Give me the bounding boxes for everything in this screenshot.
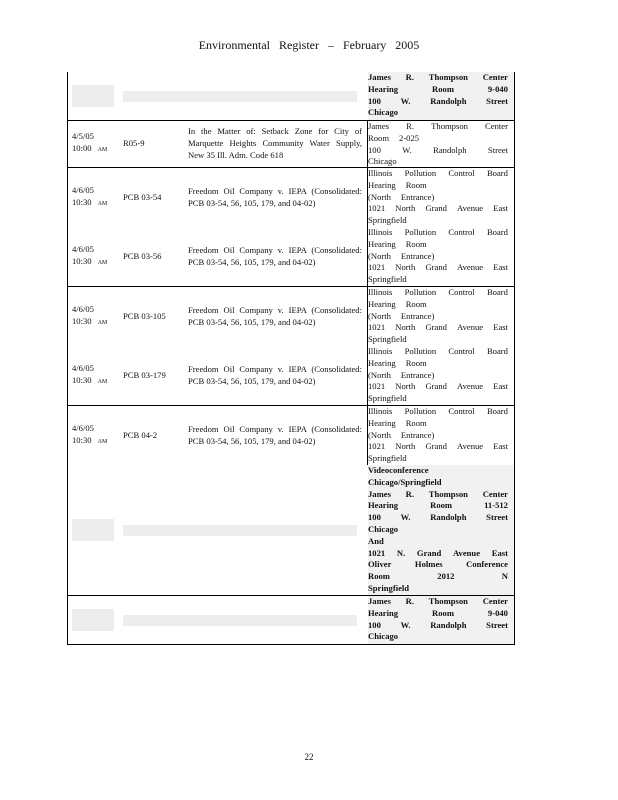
case-title: Freedom Oil Company v. IEPA (Consolidated: PCB 03-54, 56, 105, 179, and 04-02) — [188, 363, 362, 386]
location-word: Hearing — [368, 500, 399, 511]
table-row — [68, 405, 514, 465]
hearing-date: 4/6/05 — [72, 422, 94, 433]
location-line — [368, 406, 508, 418]
hearing-time: 10:30 — [72, 255, 92, 266]
hearing-location — [368, 121, 514, 167]
location-word: Thompson — [428, 488, 468, 499]
table-row — [68, 227, 514, 286]
location-word: Entrance) — [400, 429, 435, 440]
location-word: Randolph — [433, 144, 467, 155]
location-word: North — [395, 262, 416, 273]
hearing-location — [368, 72, 514, 120]
case-title: Freedom Oil Company v. IEPA (Consolidated: PCB 03-54, 56, 105, 179, and 04-02) — [188, 244, 362, 267]
location-line — [368, 121, 508, 133]
location-word: (North — [368, 369, 391, 380]
location-word: Control — [448, 227, 475, 237]
location-line — [368, 441, 508, 453]
case-number: PCB 03-179 — [123, 369, 166, 380]
location-word: Pollution — [404, 227, 437, 237]
location-word: Pollution — [404, 406, 437, 416]
location-word: Room — [405, 238, 427, 249]
location-line — [368, 311, 508, 323]
table-row-placeholder — [68, 465, 514, 595]
location-word: Center — [482, 488, 508, 499]
hearing-time: 10:30 — [72, 196, 92, 207]
location-word: R. — [405, 596, 415, 606]
location-line — [368, 512, 508, 524]
location-word: Grand — [416, 547, 442, 558]
location-word: Illinois — [368, 168, 393, 178]
location-word: Springfield — [368, 453, 407, 464]
location-word: Illinois — [368, 287, 393, 297]
location-word: Entrance) — [400, 250, 435, 261]
case-number: PCB 04-2 — [123, 429, 158, 440]
page-number: 22 — [304, 752, 314, 762]
location-word: Illinois — [368, 227, 393, 237]
placeholder-box — [72, 609, 114, 631]
location-word: Hearing — [368, 179, 396, 190]
location-word: Street — [486, 512, 508, 523]
location-word: Conference — [466, 559, 508, 570]
location-word: North — [395, 203, 416, 214]
hearing-location — [368, 596, 514, 644]
hearing-ampm: AM — [97, 200, 108, 207]
location-word: R. — [406, 121, 415, 131]
hearing-ampm: AM — [97, 319, 108, 326]
location-word: 1021 — [368, 203, 386, 214]
hearing-date-cell — [68, 287, 118, 346]
location-word: N. — [396, 547, 406, 558]
case-title-cell — [183, 346, 368, 405]
location-word: Grand — [425, 322, 447, 333]
location-word: Room — [405, 179, 427, 190]
location-word: Board — [486, 168, 508, 178]
location-word: Pollution — [404, 346, 437, 356]
location-word: Avenue — [457, 381, 484, 392]
location-word: Room — [368, 132, 390, 143]
location-word: (North — [368, 250, 391, 261]
location-line — [368, 346, 508, 358]
hearing-schedule-table — [67, 72, 515, 645]
location-word: Board — [486, 346, 508, 356]
hearing-time: 10:30 — [72, 434, 92, 445]
location-line — [368, 107, 508, 119]
location-line — [368, 72, 508, 84]
location-line — [368, 536, 508, 548]
location-word: 11-512 — [484, 500, 508, 511]
location-word: Oliver — [368, 559, 392, 570]
case-title-cell — [183, 168, 368, 227]
hearing-time: 10:30 — [72, 374, 92, 385]
location-line — [368, 168, 508, 180]
table-row — [68, 167, 514, 227]
location-word: 100 — [368, 144, 381, 155]
location-word: Center — [482, 72, 508, 82]
location-line — [368, 524, 508, 536]
location-word: Control — [448, 168, 475, 178]
hearing-ampm: AM — [97, 378, 108, 385]
location-line — [368, 393, 508, 405]
case-title-cell — [183, 121, 368, 167]
location-word: Hearing — [368, 298, 396, 309]
location-word: 100 — [368, 512, 381, 523]
location-word: Illinois — [368, 406, 393, 416]
location-line — [368, 215, 508, 227]
case-title: Freedom Oil Company v. IEPA (Consolidated: PCB 03-54, 56, 105, 179, and 04-02) — [188, 304, 362, 327]
location-word: W. — [400, 512, 411, 523]
case-number: R05-9 — [123, 138, 145, 149]
location-word: Chicago — [368, 156, 397, 167]
location-line — [368, 620, 508, 632]
location-line — [368, 559, 508, 571]
hearing-location — [368, 465, 514, 595]
placeholder-box — [72, 519, 114, 541]
location-line — [368, 96, 508, 108]
hearing-date-cell — [68, 406, 118, 465]
hearing-date: 4/6/05 — [72, 362, 94, 373]
location-word: 9-040 — [487, 83, 508, 94]
location-word: Springfield — [368, 215, 407, 226]
location-word: And — [368, 535, 384, 546]
location-word: Hearing — [368, 357, 396, 368]
location-word: Room — [430, 500, 453, 511]
location-line — [368, 477, 508, 489]
location-word: Avenue — [457, 441, 484, 452]
location-word: James — [368, 121, 390, 131]
location-word: East — [493, 441, 508, 452]
location-word: 1021 — [368, 381, 386, 392]
location-word: Grand — [425, 262, 447, 273]
location-word: East — [493, 203, 508, 214]
location-line — [368, 370, 508, 382]
location-word: Randolph — [430, 619, 467, 630]
location-word: Springfield — [368, 274, 407, 285]
location-word: 100 — [368, 619, 381, 630]
case-number: PCB 03-56 — [123, 250, 162, 261]
location-word: Street — [487, 144, 508, 155]
location-word: Board — [486, 227, 508, 237]
location-word: Grand — [425, 381, 447, 392]
location-word: Thompson — [431, 121, 468, 131]
hearing-ampm: AM — [97, 438, 108, 445]
table-row-placeholder — [68, 72, 514, 120]
location-word: R. — [405, 488, 415, 499]
location-word: (North — [368, 310, 391, 321]
location-line — [368, 274, 508, 286]
location-word: East — [493, 262, 508, 273]
location-word: W. — [400, 95, 411, 106]
location-word: 1021 — [368, 262, 386, 273]
location-word: Randolph — [430, 512, 467, 523]
hearing-time: 10:00 — [72, 143, 92, 153]
location-line — [368, 180, 508, 192]
hearing-date: 4/5/05 — [72, 131, 94, 142]
location-word: Room — [405, 417, 427, 428]
location-word: Board — [486, 287, 508, 297]
location-word: Avenue — [452, 547, 481, 558]
hearing-date: 4/6/05 — [72, 184, 94, 195]
location-word: Springfield — [368, 334, 407, 345]
location-line — [368, 489, 508, 501]
location-word: Room — [405, 357, 427, 368]
hearing-location — [368, 168, 514, 227]
location-word: Videoconference — [368, 465, 429, 475]
hearing-ampm: AM — [97, 147, 108, 153]
location-line — [368, 322, 508, 334]
location-word: 100 — [368, 95, 381, 106]
location-line — [368, 145, 508, 157]
location-word: North — [395, 381, 416, 392]
location-word: Entrance) — [400, 369, 435, 380]
location-word: Avenue — [457, 322, 484, 333]
location-word: North — [395, 322, 416, 333]
location-word: 1021 — [368, 322, 386, 333]
placeholder-area — [68, 72, 368, 120]
hearing-date: 4/6/05 — [72, 243, 94, 254]
location-word: 2-025 — [399, 132, 420, 143]
location-word: Avenue — [457, 203, 484, 214]
location-word: Control — [448, 287, 475, 297]
location-line — [368, 465, 508, 477]
location-line — [368, 571, 508, 583]
location-word: 1021 — [368, 547, 386, 558]
location-word: Chicago — [368, 523, 399, 534]
location-line — [368, 334, 508, 346]
location-line — [368, 381, 508, 393]
location-word: Pollution — [404, 287, 437, 297]
case-title-cell — [183, 287, 368, 346]
location-line — [368, 430, 508, 442]
location-word: Pollution — [404, 168, 437, 178]
location-word: Thompson — [428, 596, 468, 606]
location-word: Thompson — [428, 72, 468, 82]
location-line — [368, 583, 508, 595]
location-word: (North — [368, 429, 391, 440]
hearing-location — [368, 346, 514, 405]
location-line — [368, 453, 508, 465]
hearing-location — [368, 287, 514, 346]
location-word: Illinois — [368, 346, 393, 356]
hearing-ampm: AM — [97, 259, 108, 266]
table-row — [68, 120, 514, 167]
hearing-date: 4/6/05 — [72, 303, 94, 314]
location-line — [368, 239, 508, 251]
location-word: North — [395, 441, 416, 452]
location-line — [368, 500, 508, 512]
location-word: Chicago/Springfield — [368, 476, 442, 487]
location-word: N — [501, 571, 508, 582]
location-word: Chicago — [368, 107, 399, 118]
case-number: PCB 03-54 — [123, 191, 162, 202]
location-word: Street — [486, 95, 508, 106]
page-title: Environmental Register – February 2005 — [198, 38, 420, 52]
location-word: W. — [400, 619, 411, 630]
hearing-time: 10:30 — [72, 315, 92, 326]
location-word: 1021 — [368, 441, 386, 452]
location-word: 9-040 — [487, 607, 508, 618]
placeholder-bar — [123, 91, 357, 102]
location-line — [368, 203, 508, 215]
location-word: Control — [448, 346, 475, 356]
case-title-cell — [183, 406, 368, 465]
location-line — [368, 596, 508, 608]
case-title: Freedom Oil Company v. IEPA (Consolidated: PCB 03-54, 56, 105, 179, and 04-02) — [188, 185, 362, 208]
location-word: East — [493, 381, 508, 392]
location-word: Street — [486, 619, 508, 630]
location-word: Hearing — [368, 607, 399, 618]
location-line — [368, 608, 508, 620]
location-word: Room — [368, 571, 390, 582]
location-line — [368, 418, 508, 430]
page-header — [0, 38, 618, 53]
location-word: Springfield — [368, 582, 410, 593]
case-title: Freedom Oil Company v. IEPA (Consolidated: PCB 03-54, 56, 105, 179, and 04-02) — [188, 423, 362, 446]
hearing-date-cell — [68, 346, 118, 405]
case-number: PCB 03-105 — [123, 310, 166, 321]
location-word: (North — [368, 191, 391, 202]
location-word: Grand — [425, 203, 447, 214]
location-word: Hearing — [368, 83, 399, 94]
location-line — [368, 251, 508, 263]
location-word: Control — [448, 406, 475, 416]
location-word: Avenue — [457, 262, 484, 273]
placeholder-bar — [123, 615, 357, 626]
table-row — [68, 346, 514, 405]
location-word: Entrance) — [400, 191, 435, 202]
location-line — [368, 287, 508, 299]
location-word: East — [493, 322, 508, 333]
location-line — [368, 133, 508, 145]
location-word: James — [368, 72, 391, 82]
location-word: Chicago — [368, 631, 399, 642]
location-word: East — [491, 547, 508, 558]
location-line — [368, 227, 508, 239]
table-row-placeholder — [68, 595, 514, 644]
location-word: Board — [486, 406, 508, 416]
hearing-location — [368, 227, 514, 286]
table-row — [68, 286, 514, 346]
location-line — [368, 84, 508, 96]
location-line — [368, 358, 508, 370]
hearing-location — [368, 406, 514, 465]
case-title: In the Matter of: Setback Zone for City of Marquette Heights Community Water Supply, New 35 Ill. Adm. Code 618 — [188, 126, 362, 160]
location-line — [368, 631, 508, 643]
location-word: Holmes — [414, 559, 443, 570]
location-word: Room — [405, 298, 427, 309]
location-word: James — [368, 596, 391, 606]
location-word: W. — [402, 144, 412, 155]
placeholder-area — [68, 596, 368, 644]
placeholder-area — [68, 465, 368, 595]
location-word: Entrance) — [400, 310, 435, 321]
location-word: Room — [432, 83, 454, 94]
location-word: Springfield — [368, 393, 407, 404]
placeholder-bar — [123, 525, 357, 536]
case-title-cell — [183, 227, 368, 286]
location-line — [368, 192, 508, 204]
hearing-date-cell — [68, 121, 118, 167]
location-line — [368, 299, 508, 311]
location-word: James — [368, 488, 391, 499]
location-word: R. — [405, 72, 415, 82]
location-word: Center — [485, 121, 508, 131]
location-word: Center — [482, 596, 508, 606]
location-word: Room — [432, 607, 454, 618]
hearing-date-cell — [68, 168, 118, 227]
location-word: Hearing — [368, 238, 396, 249]
placeholder-box — [72, 85, 114, 107]
hearing-date-cell — [68, 227, 118, 286]
location-word: Randolph — [430, 95, 467, 106]
location-line — [368, 548, 508, 560]
location-word: 2012 — [437, 571, 455, 582]
location-line — [368, 262, 508, 274]
location-line — [368, 156, 508, 168]
location-word: Hearing — [368, 417, 396, 428]
location-word: Grand — [425, 441, 447, 452]
